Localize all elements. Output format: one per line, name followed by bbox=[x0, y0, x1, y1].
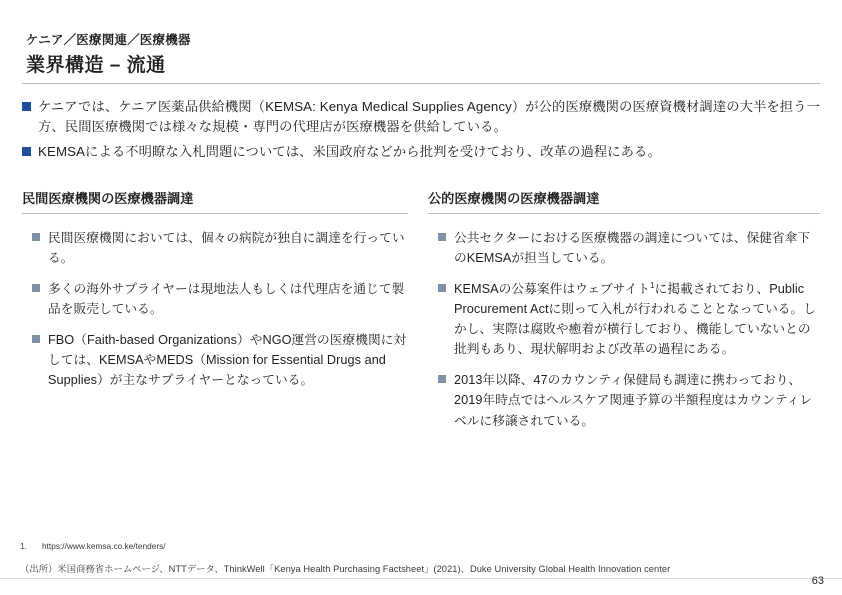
square-bullet-icon bbox=[22, 102, 31, 111]
title-divider bbox=[22, 83, 820, 84]
list-item bbox=[32, 279, 408, 319]
top-bullet-text: ケニアでは、ケニア医薬品供給機関（KEMSA: Kenya Medical Supplies Agency）が公的医療機関の医療資機材調達の大半を担う一方、民間医療機関では様々な規模・専門の代理店が医療機器を供給している。 bbox=[38, 99, 820, 135]
list-item bbox=[438, 228, 820, 268]
list-item-text: 公共セクターにおける医療機器の調達については、保健省傘下のKEMSAが担当している。 bbox=[454, 231, 811, 266]
footnote bbox=[20, 541, 166, 551]
list-item bbox=[32, 228, 408, 268]
square-bullet-icon bbox=[438, 284, 446, 292]
column-body bbox=[428, 228, 820, 431]
square-bullet-icon bbox=[32, 335, 40, 343]
top-bullet-list bbox=[22, 97, 822, 168]
list-item-text: FBO（Faith-based Organizations）やNGO運営の医療機関に対しては、KEMSAやMEDS（Mission for Essential Drugs and Supplies）が主なサプライヤーとなっている。 bbox=[48, 333, 407, 388]
footer-divider bbox=[0, 578, 842, 579]
top-bullet-item bbox=[22, 142, 822, 162]
column-divider bbox=[22, 213, 408, 214]
list-item bbox=[438, 370, 820, 430]
source-note: （出所）米国商務省ホームページ、NTTデータ、ThinkWell「Kenya Health Purchasing Factsheet」(2021)、Duke University Global Health Innovation center bbox=[20, 564, 671, 574]
square-bullet-icon bbox=[438, 233, 446, 241]
column-heading: 民間医療機関の医療機器調達 bbox=[22, 191, 194, 206]
column-heading: 公的医療機関の医療機器調達 bbox=[428, 191, 600, 206]
column-private-sector bbox=[22, 188, 408, 401]
breadcrumb: ケニア／医療関連／医療機器 bbox=[26, 33, 191, 47]
column-body bbox=[22, 228, 408, 390]
column-divider bbox=[428, 213, 820, 214]
list-item-text: KEMSAの公募案件はウェブサイト$^1$に掲載されており、Public Procurement Actに則って入札が行われることとなっている。しかし、実際は腐敗や癒着が横行しており、機能していないとの批判もあり、現状解明および改革の過程にある。 bbox=[454, 280, 817, 357]
list-item bbox=[438, 279, 820, 359]
top-bullet-text: KEMSAによる不明瞭な入札問題については、米国政府などから批判を受けており、改革の過程にある。 bbox=[38, 144, 661, 160]
list-item bbox=[32, 330, 408, 390]
list-item-text: 民間医療機関においては、個々の病院が独自に調達を行っている。 bbox=[48, 231, 405, 266]
square-bullet-icon bbox=[438, 375, 446, 383]
footnote-number: 1. bbox=[20, 541, 27, 551]
square-bullet-icon bbox=[32, 233, 40, 241]
footnote-link[interactable]: https://www.kemsa.co.ke/tenders/ bbox=[42, 541, 166, 551]
page-title: 業界構造 – 流通 bbox=[26, 55, 166, 76]
column-public-sector bbox=[428, 188, 820, 442]
top-bullet-item bbox=[22, 97, 822, 137]
list-item-text: 多くの海外サプライヤーは現地法人もしくは代理店を通じて製品を販売している。 bbox=[48, 282, 405, 317]
square-bullet-icon bbox=[32, 284, 40, 292]
list-item-text: 2013年以降、47のカウンティ保健局も調達に携わっており、2019年時点ではヘルスケア関連予算の半額程度はカウンティレベルに移譲されている。 bbox=[454, 373, 813, 428]
page-number: 63 bbox=[811, 575, 824, 587]
square-bullet-icon bbox=[22, 147, 31, 156]
